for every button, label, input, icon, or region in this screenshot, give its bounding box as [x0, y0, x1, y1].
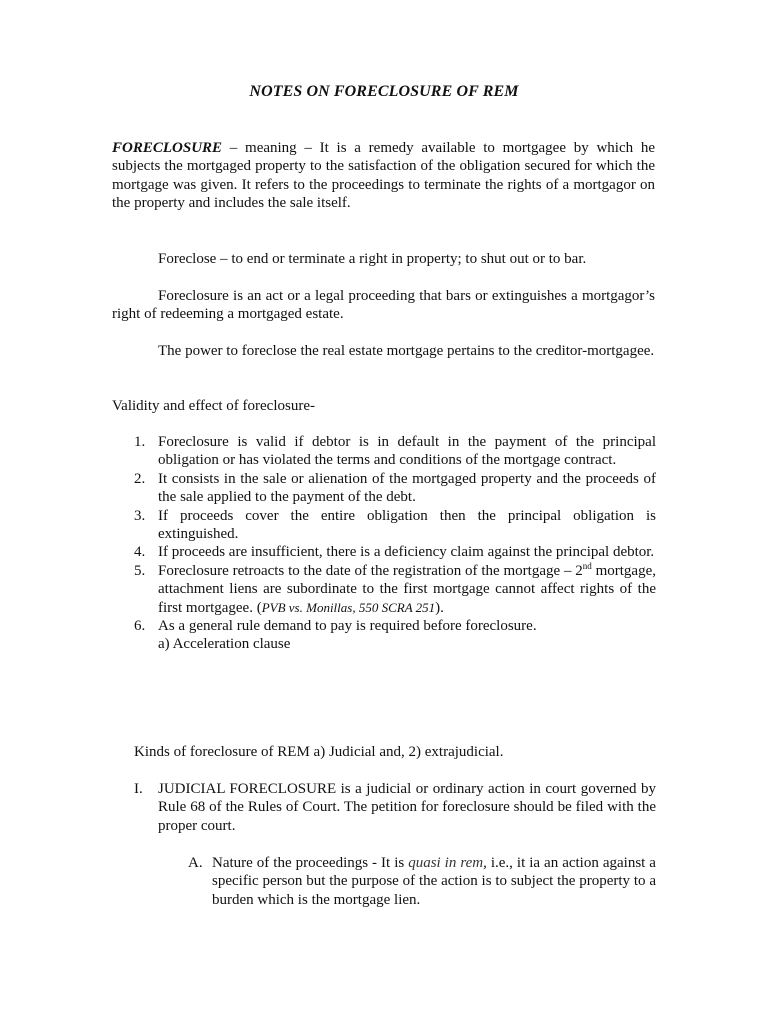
- list-item-text-c: ).: [435, 599, 444, 616]
- section-number: I.: [134, 781, 143, 797]
- validity-list: [134, 433, 656, 654]
- list-item: [134, 617, 656, 654]
- page-title: NOTES ON FORECLOSURE OF REM: [249, 83, 519, 100]
- list-item-text-a: Foreclosure retroacts to the date of the registration of the mortgage – 2: [158, 562, 583, 579]
- list-item-text: If proceeds cover the entire obligation then the principal obligation is extinguished.: [158, 507, 656, 543]
- subsection-letter: A.: [188, 855, 203, 871]
- quasi-in-rem-term: quasi in rem: [408, 855, 484, 871]
- judicial-text: JUDICIAL FORECLOSURE is a judicial or ordinary action in court governed by Rule 68 of the Rules of Court. The petition for foreclosure should be filed with the proper court.: [158, 781, 656, 834]
- foreclosure-definition-text: – meaning – It is a remedy available to mortgagee by which he subjects the mortgaged property to the satisfaction of the obligation secured for which the mortgage was given. It refers to the proceedings to terminate the rights of a mortgagor on the property and includes the sale itself.: [112, 140, 655, 212]
- list-item-number: 1.: [134, 434, 146, 450]
- list-item-number: 6.: [134, 618, 146, 635]
- foreclosure-term: FORECLOSURE: [112, 140, 223, 156]
- foreclosure-definition: [112, 139, 655, 213]
- power-paragraph: The power to foreclose the real estate mortgage pertains to the creditor-mortgagee.: [158, 343, 655, 359]
- foreclosure-act-paragraph: Foreclosure is an act or a legal proceeding that bars or extinguishes a mortgagor’s right of redeeming a mortgaged estate.: [112, 288, 655, 323]
- list-item-number: 2.: [134, 470, 146, 487]
- list-item-number: 3.: [134, 507, 146, 524]
- nature-text-b: , i.e., it ia an action against a specific person but the purpose of the action is to subject the property to a burden which is the mortgage lien.: [212, 855, 656, 908]
- list-item-number: 4.: [134, 544, 146, 561]
- list-item: [134, 507, 656, 544]
- list-item: [188, 854, 656, 909]
- list-item: [134, 780, 656, 835]
- list-item: [134, 433, 656, 470]
- list-item-number: 5.: [134, 562, 146, 579]
- list-item-text: Foreclosure is valid if debtor is in default in the payment of the principal obligation or has violated the terms and conditions of the mortgage contract.: [158, 434, 656, 469]
- nature-text-a: Nature of the proceedings - It is: [212, 855, 409, 871]
- list-item-text-b: mortgage, attachment liens are subordinate to the first mortgage cannot affect rights of the first mortgagee. (: [158, 562, 656, 616]
- kinds-paragraph: Kinds of foreclosure of REM a) Judicial and, 2) extrajudicial.: [134, 744, 504, 760]
- validity-heading: Validity and effect of foreclosure-: [112, 398, 315, 414]
- case-citation: PVB vs. Monillas, 550 SCRA 251: [261, 599, 436, 615]
- foreclose-definition: Foreclose – to end or terminate a right in property; to shut out or to bar.: [158, 251, 587, 267]
- judicial-section: [134, 780, 656, 835]
- list-item-text: As a general rule demand to pay is required before foreclosure.: [158, 618, 537, 635]
- list-item: [134, 562, 656, 617]
- list-item-text: It consists in the sale or alienation of the mortgaged property and the proceeds of the sale applied to the payment of the debt.: [158, 470, 656, 506]
- sub-item-acceleration-clause: a) Acceleration clause: [158, 636, 291, 653]
- list-item-text: If proceeds are insufficient, there is a deficiency claim against the principal debtor.: [158, 544, 655, 561]
- nature-section: [188, 854, 656, 909]
- superscript-nd: nd: [582, 560, 592, 571]
- list-item: [134, 543, 656, 561]
- list-item: [134, 470, 656, 507]
